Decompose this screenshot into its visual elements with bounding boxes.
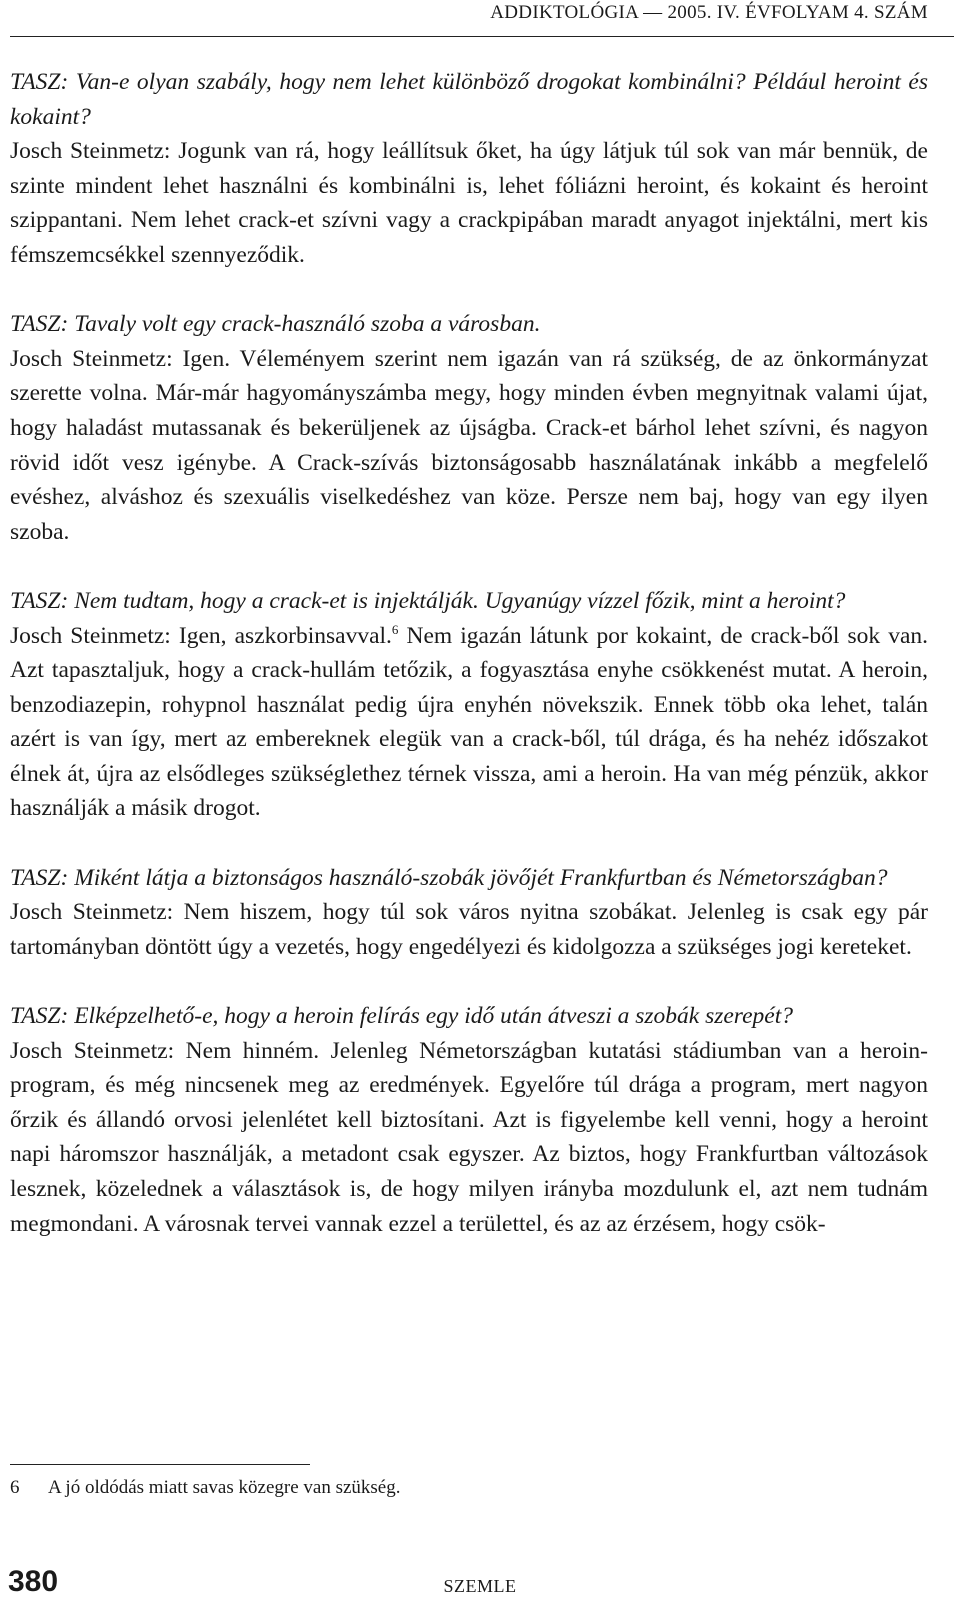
header-rule: [10, 36, 954, 37]
qa-block-3: [10, 584, 928, 826]
question-2: TASZ: Tavaly volt egy crack-használó szoba a városban.: [10, 311, 541, 338]
interview-body: [10, 65, 928, 1276]
question-1: TASZ: Van-e olyan szabály, hogy nem lehet különböző drogokat kombinálni? Például heroint és kokaint?: [10, 69, 928, 130]
answer-2: Josch Steinmetz: Igen. Véleményem szerint nem igazán van rá szükség, de az önkormányzat szerette volna. Már-már hagyományszámba megy, hogy minden évben megnyitnak valami újat, hogy haladást mutassanak és bekerüljenek az újságba. Crack-et bárhol lehet szívni, és nagyon rövid időt vesz igénybe. A Crack-szívás biztonságosabb használatának inkább a megfelelő evéshez, alváshoz és szexuális viselkedéshez van köze. Persze nem baj, hogy van egy ilyen szoba.: [10, 345, 928, 545]
answer-3: [10, 619, 928, 827]
answer-3-start: Josch Steinmetz: Igen, aszkorbinsavval.: [10, 622, 392, 649]
answer-5: Josch Steinmetz: Nem hinném. Jelenleg Németországban kutatási stádiumban van a heroin-program, és még nincsenek meg az eredmények. Egyelőre túl drága a program, mert nagyon őrzik és állandó orvosi jelenlétet kell biztosítani. Azt is figyelembe kell venni, hogy a heroint napi háromszor használják, a metadont csak egyszer. Az biztos, hogy Frankfurtban változások lesznek, közelednek a választások is, de hogy milyen irányba mozdulunk el, azt nem tudnám megmondani. A városnak tervei vannak ezzel a területtel, és az az érzésem, hogy csök-: [10, 1037, 928, 1237]
question-4: TASZ: Miként látja a biztonságos használó-szobák jövőjét Frankfurtban és Németországban?: [10, 864, 888, 891]
qa-block-1: [10, 65, 928, 273]
qa-block-2: [10, 307, 928, 549]
qa-block-5: [10, 999, 928, 1241]
page-number: 380: [8, 1565, 59, 1598]
footnote-marker: 6: [391, 621, 399, 637]
footnote-rule: [10, 1464, 310, 1465]
footnote: [10, 1475, 910, 1501]
question-3: TASZ: Nem tudtam, hogy a crack-et is injektálják. Ugyanúgy vízzel főzik, mint a heroint?: [10, 587, 846, 614]
running-head: ADDIKTOLÓGIA — 2005. IV. ÉVFOLYAM 4. SZÁM: [490, 2, 928, 23]
qa-block-4: [10, 861, 928, 965]
answer-1: Josch Steinmetz: Jogunk van rá, hogy leállítsuk őket, ha úgy látjuk túl sok van már bennük, de szinte mindent lehet használni és kombinálni is, lehet fóliázni heroint, és kokaint és heroint szippantani. Nem lehet crack-et szívni vagy a crackpipában maradt anyagot injektálni, mert kis fémszemcsékkel szennyeződik.: [10, 138, 928, 268]
answer-4: Josch Steinmetz: Nem hiszem, hogy túl sok város nyitna szobákat. Jelenleg is csak egy pár tartományban döntött úgy a vezetés, hogy engedélyezi és kidolgozza a szükséges jogi kereteket.: [10, 899, 928, 960]
footnote-number: 6: [10, 1477, 20, 1498]
answer-3-rest: Nem igazán látunk por kokaint, de crack-ből sok van. Azt tapasztaljuk, hogy a crack-hullám tetőzik, a fogyasztása enyhe csökkenést mutat. A heroin, benzodiazepin, rohypnol használat pedig újra enyhén növekszik. Ennek több oka lehet, talán azért is van így, mert az embereknek elegük van a crack-ből, túl drága, és ha nehéz időszakot élnek át, újra az elsődleges szükséglethez térnek vissza, ami a heroin. Ha van még pénzük, akkor használják a másik drogot.: [10, 622, 928, 822]
section-label: SZEMLE: [443, 1576, 517, 1596]
question-5: TASZ: Elképzelhető-e, hogy a heroin felírás egy idő után átveszi a szobák szerepét?: [10, 1003, 793, 1030]
footnote-text: A jó oldódás miatt savas közegre van szükség.: [48, 1477, 401, 1498]
